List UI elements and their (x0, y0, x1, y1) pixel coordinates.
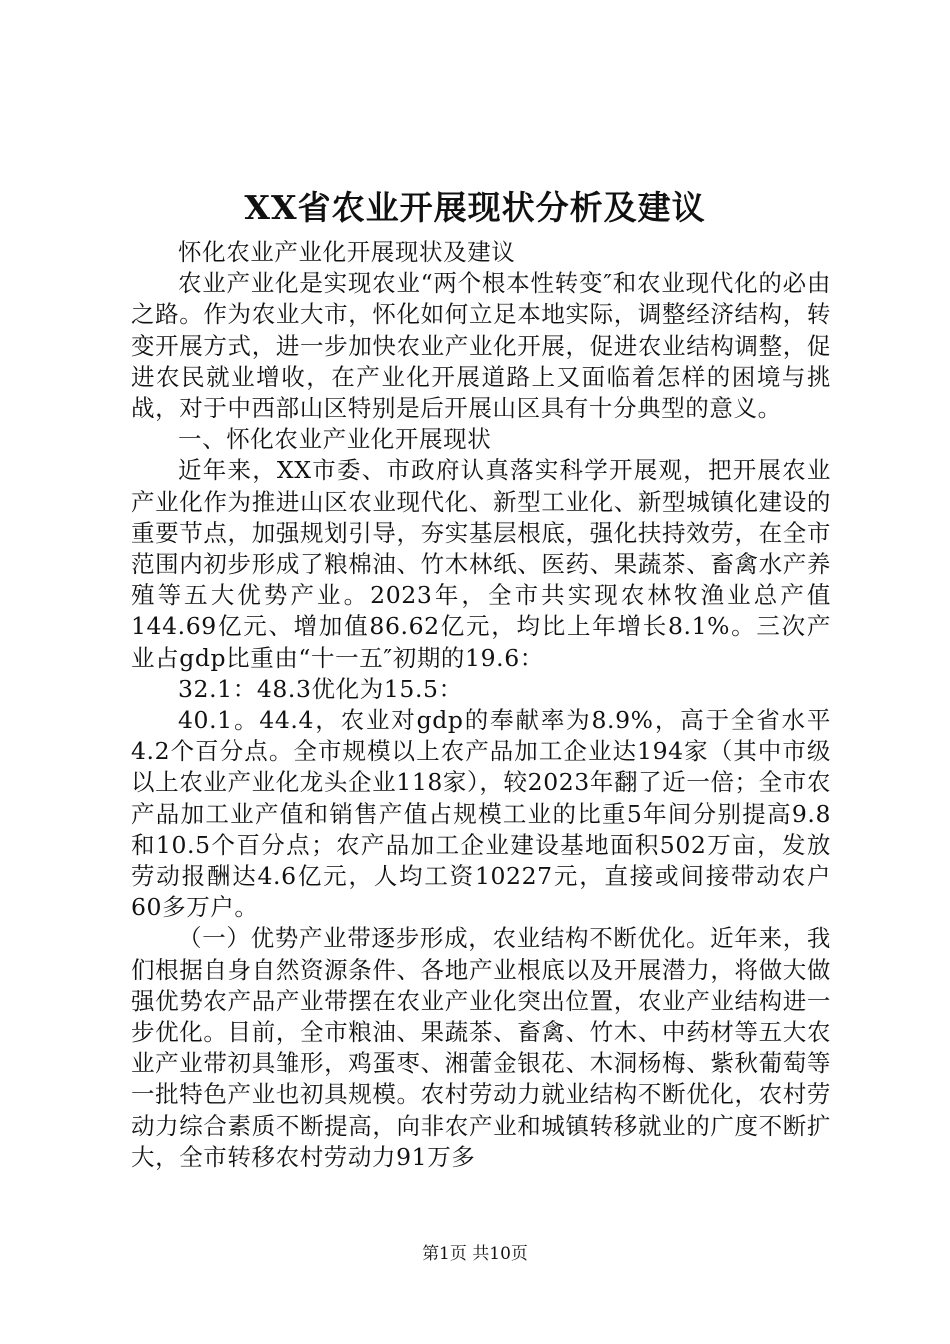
paragraph-intro: 农业产业化是实现农业“两个根本性转变″和农业现代化的必由之路。作为农业大市，怀化如何立足本地实际，调整经济结构，转变开展方式，进一步加快农业产业化开展，促进农业结构调整，促进农民就业增收，在产业化开展道路上又面临着怎样的困境与挑战，对于中西部山区特别是后开展山区具有十分典型的意义。 (131, 269, 831, 423)
paragraph-industry-belt: （一）优势产业带逐步形成，农业结构不断优化。近年来，我们根据自身自然资源条件、各地产业根底以及开展潜力，将做大做强优势农产品产业带摆在农业产业化突出位置，农业产业结构进一步优化。目前，全市粮油、果蔬茶、畜禽、竹木、中药材等五大农业产业带初具雏形，鸡蛋枣、湘蕾金银花、木洞杨梅、紫秋葡萄等一批特色产业也初具规模。农村劳动力就业结构不断优化，农村劳动力综合素质不断提高，向非农产业和城镇转移就业的广度不断扩大，全市转移农村劳动力91万多 (131, 924, 831, 1171)
paragraph-statistics: 40.1。44.4，农业对gdp的奉献率为8.9%，高于全省水平4.2个百分点。全市规模以上农产品加工企业达194家（其中市级以上农业产业化龙头企业118家），较2023年翻了近一倍；全市农产品加工业产值和销售产值占规模工业的比重5年间分别提高9.8和10.5个百分点；农产品加工企业建设基地面积502万亩，发放劳动报酬达4.6亿元，人均工资10227元，直接或间接带动农户60多万户。 (131, 706, 831, 922)
document-title: XX省农业开展现状分析及建议 (244, 188, 706, 227)
document-body (131, 237, 831, 1173)
page-footer: 第1页 共10页 (422, 1244, 528, 1264)
section-heading-1: 一、怀化农业产业化开展现状 (178, 425, 492, 454)
paragraph-subtitle: 怀化农业产业化开展现状及建议 (178, 238, 516, 266)
paragraph-overview: 近年来，XX市委、市政府认真落实科学开展观，把开展农业产业化作为推进山区农业现代化、新型工业化、新型城镇化建设的重要节点，加强规划引导，夯实基层根底，强化扶持效劳，在全市范围内初步形成了粮棉油、竹木林纸、医药、果蔬茶、畜禽水产养殖等五大优势产业。2023年，全市共实现农林牧渔业总产值144.69亿元、增加值86.62亿元，均比上年增长8.1%。三次产业占gdp比重由“十一五″初期的19.6： (131, 456, 831, 672)
paragraph-ratio: 32.1：48.3优化为15.5： (178, 674, 463, 703)
